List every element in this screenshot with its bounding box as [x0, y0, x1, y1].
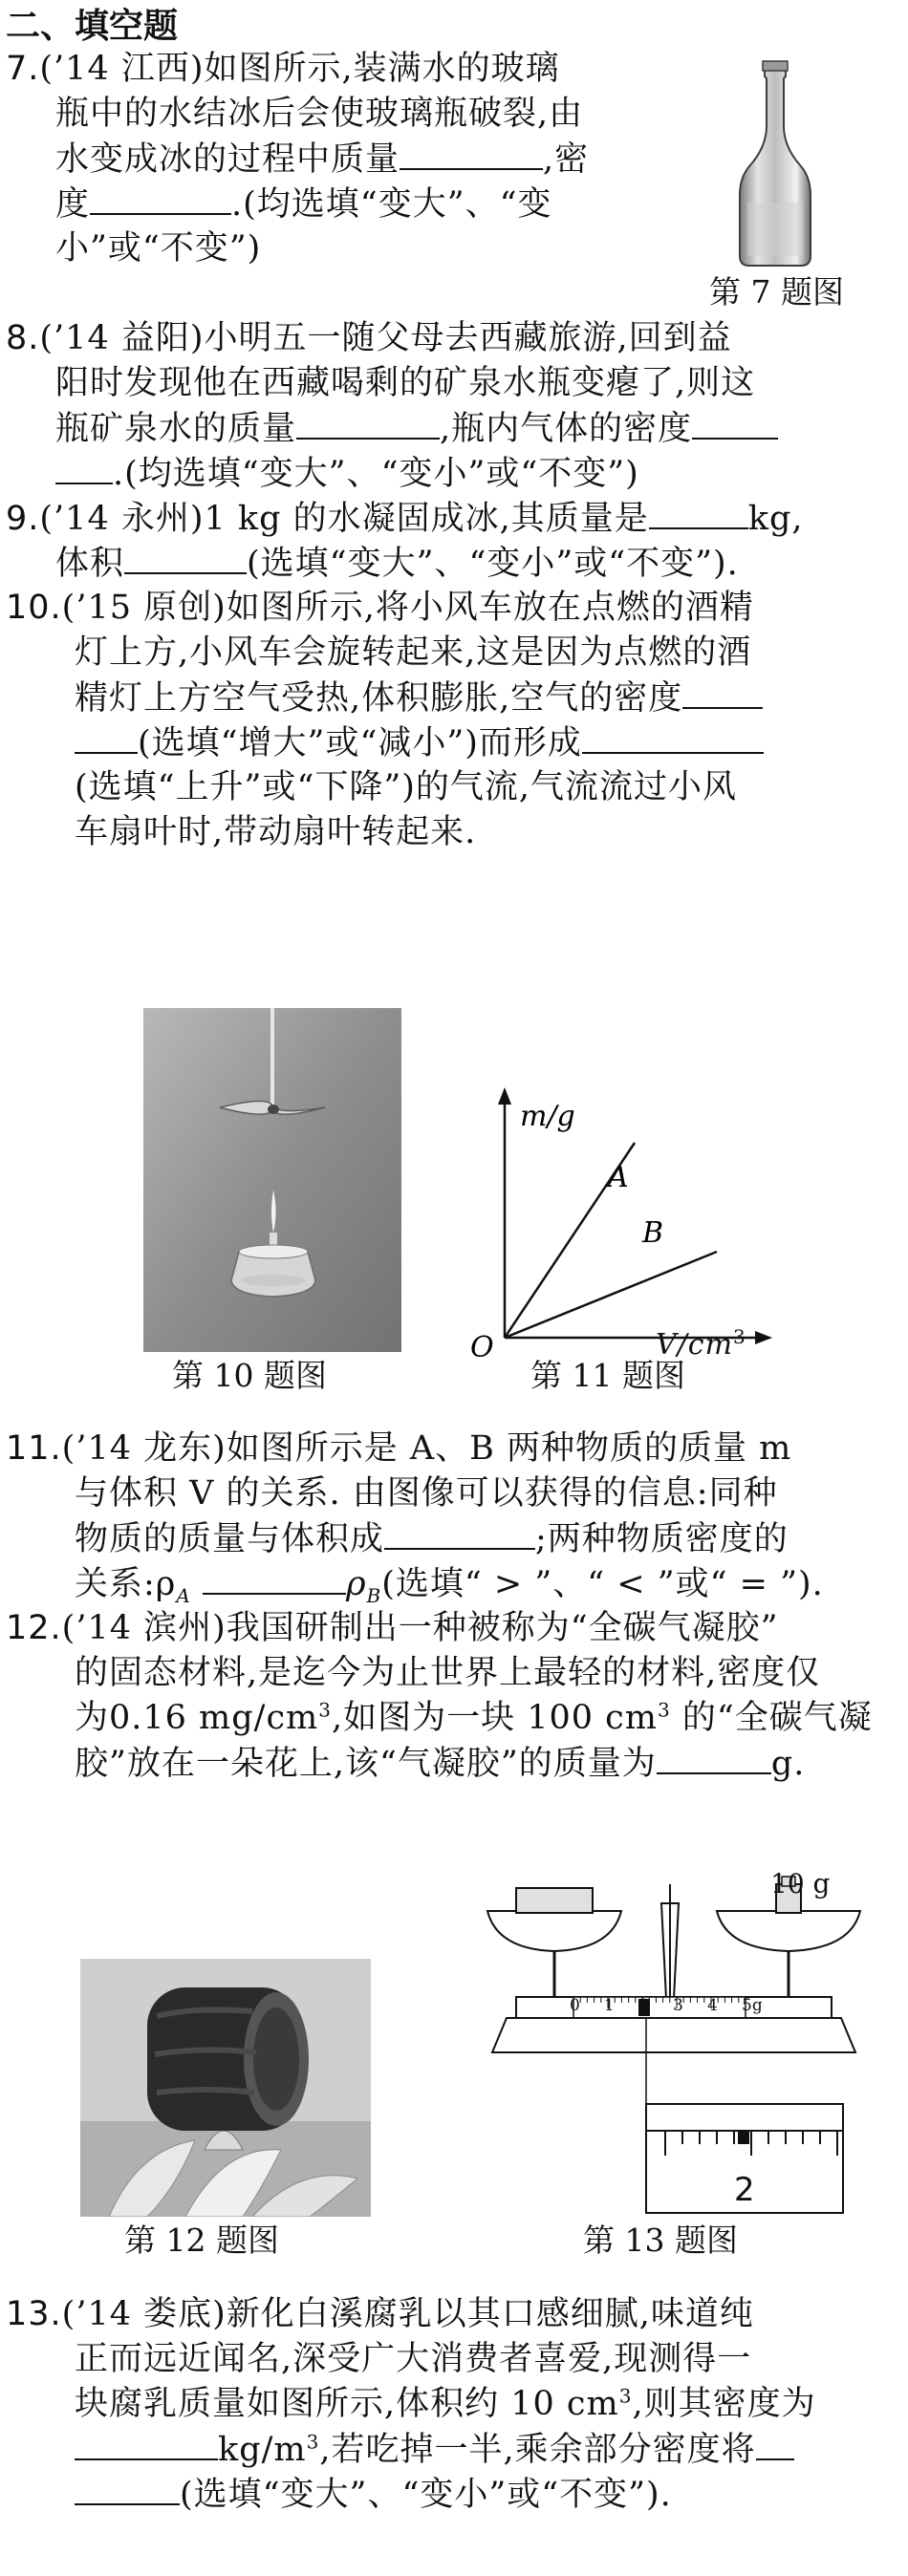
- q7-figure-caption: 第 7 题图: [709, 273, 844, 311]
- q8-blank-2-cont[interactable]: [55, 450, 113, 484]
- q8-blank-2[interactable]: [692, 405, 778, 440]
- q12-blank-1[interactable]: [657, 1740, 771, 1774]
- q11-line-2: 与体积 V 的关系. 由图像可以获得的信息:同种: [75, 1474, 778, 1513]
- q10-blank-1-cont[interactable]: [75, 719, 138, 754]
- q9-line-1: 9.(’14 永州)1 kg 的水凝固成冰,其质量是 kg,: [6, 495, 804, 542]
- beam-ruler: [573, 1997, 746, 2018]
- balance-base: [492, 2018, 855, 2052]
- q8-blank-1[interactable]: [296, 405, 440, 440]
- scale-label: 3: [673, 1996, 683, 2015]
- q8-line-1: 8.(’14 益阳)小明五一随父母去西藏旅游,回到益: [6, 319, 732, 357]
- aerogel-flower-photo: [80, 1959, 371, 2217]
- q9-line-2: 体积 (选填“变大”、“变小”或“不变”).: [55, 540, 739, 587]
- scale-label: 5g: [742, 1996, 763, 2015]
- origin-label: O: [470, 1331, 494, 1357]
- q7-line-3: 水变成冰的过程中质量 ,密: [55, 136, 589, 182]
- q11-line-1: 11.(’14 龙东)如图所示是 A、B 两种物质的质量 m: [6, 1429, 792, 1468]
- q13-line-3: 块腐乳质量如图所示,体积约 10 $cm^3$,则其密度为: [75, 2384, 816, 2423]
- q10-line-5: (选填“上升”或“下降”)的气流,气流流过小风: [75, 768, 738, 806]
- q12-line-3: 为0.16 $mg/cm^3$,如图为一块 100 $cm^3$ 的“全碳气凝: [75, 1698, 873, 1737]
- sample-block: [516, 1888, 593, 1913]
- q13-blank-2-cont[interactable]: [75, 2471, 180, 2505]
- q9-blank-2[interactable]: [124, 540, 247, 574]
- q13-figure-caption: 第 13 题图: [583, 2222, 738, 2259]
- q10-blank-1[interactable]: [682, 675, 763, 709]
- x-axis-arrow-icon: [755, 1331, 772, 1344]
- q9-blank-1[interactable]: [649, 495, 748, 529]
- line-a-label: A: [608, 1161, 629, 1194]
- glass-bottle-figure: [719, 59, 833, 271]
- q11-blank-1[interactable]: [384, 1515, 535, 1550]
- q11-line-4: 关系$:\rho_A$ $\rho_B$(选填“ > ”、“ < ”或“ = ”).: [75, 1560, 824, 1607]
- q10-line-1: 10.(’15 原创)如图所示,将小风车放在点燃的酒精: [6, 589, 754, 627]
- q13-line-5: (选填“变大”、“变小”或“不变”).: [75, 2471, 672, 2518]
- q11-blank-2[interactable]: [203, 1560, 346, 1595]
- q7-line-2: 瓶中的水结冰后会使玻璃瓶破裂,由: [55, 95, 584, 133]
- y-axis-arrow-icon: [498, 1087, 511, 1105]
- q13-blank-1[interactable]: [75, 2426, 218, 2460]
- section-title: 二、填空题: [6, 7, 179, 46]
- mass-volume-graph: [457, 1080, 782, 1357]
- q12-figure-caption: 第 12 题图: [124, 2222, 279, 2259]
- q13-line-1: 13.(’14 娄底)新化白溪腐乳以其口感细腻,味道纯: [6, 2295, 754, 2333]
- q7-line-4: 度 .(均选填“变大”、“变: [55, 181, 551, 227]
- q11-line-3: 物质的质量与体积成 ;两种物质密度的: [75, 1515, 789, 1562]
- q13-blank-2[interactable]: [756, 2426, 794, 2460]
- q12-line-1: 12.(’14 滨州)我国研制出一种被称为“全碳气凝胶”: [6, 1609, 779, 1647]
- q8-line-2: 阳时发现他在西藏喝剩的矿泉水瓶变瘪了,则这: [55, 364, 756, 402]
- q7-blank-1[interactable]: [400, 136, 543, 170]
- q13-line-4: $kg/m^3$,若吃掉一半,乘余部分密度将: [75, 2426, 794, 2473]
- scale-label: 2: [638, 1996, 649, 2015]
- weight-label: 10 g: [770, 1868, 831, 1900]
- zoom-rider: [738, 2131, 749, 2144]
- q10-blank-2[interactable]: [582, 719, 764, 754]
- scale-label: 1: [604, 1996, 615, 2015]
- q7-blank-2[interactable]: [90, 181, 231, 215]
- q12-line-2: 的固态材料,是迄今为止世界上最轻的材料,密度仅: [75, 1654, 821, 1692]
- q10-line-2: 灯上方,小风车会旋转起来,这是因为点燃的酒: [75, 633, 752, 672]
- line-b-label: B: [642, 1216, 664, 1250]
- q12-line-4: 胶”放在一朵花上,该“气凝胶”的质量为 g.: [75, 1740, 805, 1787]
- scale-label: 0: [570, 1996, 580, 2015]
- q10-figure-caption: 第 10 题图: [172, 1357, 327, 1394]
- x-axis-label: $V/cm^3$: [656, 1325, 746, 1362]
- zoom-label: 2: [734, 2171, 756, 2209]
- right-pan: [717, 1911, 860, 1951]
- q13-line-2: 正而远近闻名,深受广大消费者喜爱,现测得一: [75, 2340, 752, 2378]
- q10-line-3: 精灯上方空气受热,体积膨胀,空气的密度: [75, 675, 763, 721]
- balance-scale-figure: [478, 1875, 870, 2215]
- scale-label: 4: [707, 1996, 718, 2015]
- q7-line-5: 小”或“不变”): [55, 229, 262, 268]
- q7-line-1: 7.(’14 江西)如图所示,装满水的玻璃: [6, 50, 560, 88]
- pinwheel-lamp-photo: [143, 1008, 401, 1352]
- q10-line-6: 车扇叶时,带动扇叶转起来.: [75, 813, 477, 851]
- q8-line-4: .(均选填“变大”、“变小”或“不变”): [55, 450, 639, 497]
- q11-figure-caption: 第 11 题图: [530, 1357, 685, 1394]
- left-pan: [487, 1911, 621, 1951]
- y-axis-label: m/g: [520, 1100, 575, 1133]
- q10-line-4: (选填“增大”或“减小”)而形成: [75, 719, 764, 766]
- q8-line-3: 瓶矿泉水的质量 ,瓶内气体的密度: [55, 405, 778, 452]
